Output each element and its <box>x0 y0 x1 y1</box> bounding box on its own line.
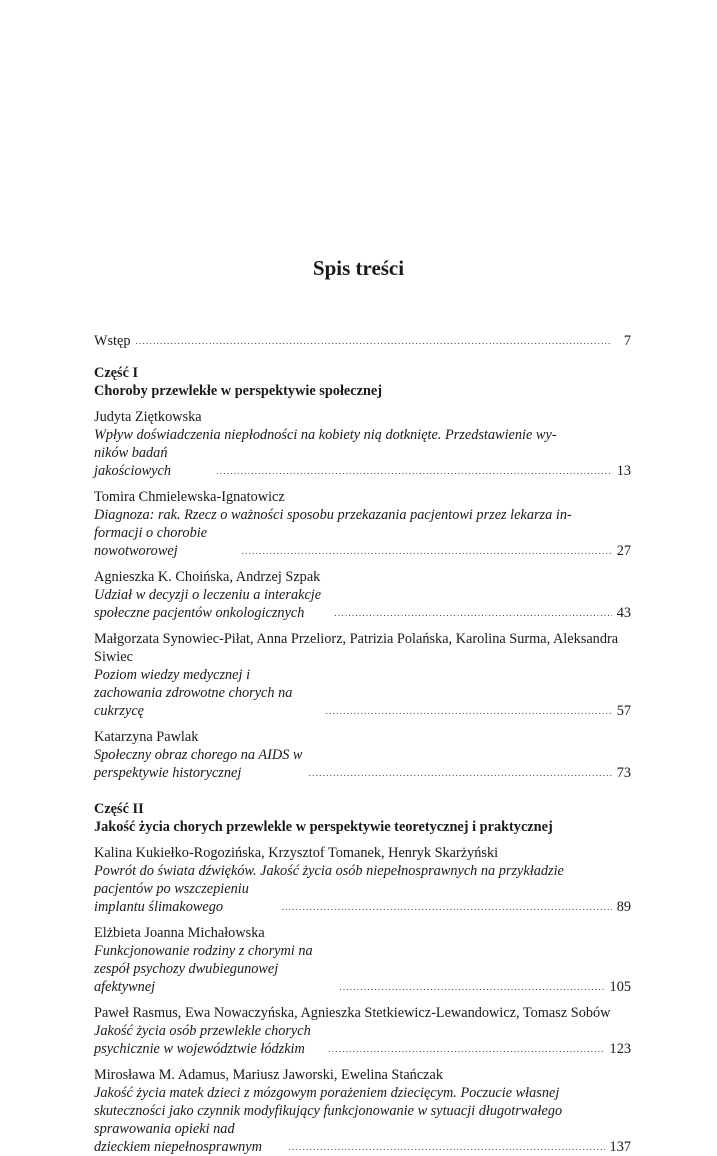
entry-title-text: pacjentów po wszczepieniu implantu ślimakowego <box>94 881 249 915</box>
dot-leader <box>309 764 612 782</box>
page-number: 89 <box>616 899 631 915</box>
page-number: 27 <box>616 543 631 559</box>
dot-leader <box>242 542 612 560</box>
page-title: Spis treści <box>312 256 405 280</box>
entry-title-line: skuteczności jako czynnik modyfikujący funkcjonowanie w sytuacji długotrwałego <box>94 1103 563 1119</box>
entry-authors: Katarzyna Pawlak <box>94 729 199 745</box>
entry-title-text: ników badań jakościowych <box>94 445 172 479</box>
toc-entry <box>94 1004 631 1058</box>
toc-entry-intro <box>94 332 631 350</box>
entry-authors: Judyta Ziętkowska <box>94 409 202 425</box>
toc-entry <box>94 568 631 622</box>
entry-title-last-line <box>94 666 631 720</box>
page-number: 137 <box>609 1139 631 1155</box>
entry-title-last-line <box>94 746 631 782</box>
entry-title-text: Jakość życia osób przewlekle chorych psychicznie w województwie łódzkim <box>94 1023 311 1057</box>
entry-title-text: Udział w decyzji o leczeniu a interakcje społeczne pacjentów onkologicznych <box>94 587 322 621</box>
entry-title-last-line <box>94 1120 631 1156</box>
toc-entry <box>94 1066 631 1156</box>
entry-title-line: Jakość życia matek dzieci z mózgowym porażeniem dziecięcym. Poczucie własnej <box>94 1085 560 1101</box>
entry-title-last-line <box>94 880 631 916</box>
page-number: 13 <box>616 463 631 479</box>
dot-leader <box>216 462 611 480</box>
page-number: 123 <box>609 1041 631 1057</box>
toc-part <box>94 800 631 1156</box>
toc-entry <box>94 630 631 720</box>
entry-title-text: Poziom wiedzy medycznej i zachowania zdrowotne chorych na cukrzycę <box>94 667 293 719</box>
page-number: 43 <box>616 605 631 621</box>
page-number: 73 <box>616 765 631 781</box>
entry-authors: Paweł Rasmus, Ewa Nowaczyńska, Agnieszka Stetkiewicz-Lewandowicz, Tomasz Sobów <box>94 1005 611 1021</box>
toc-entry <box>94 924 631 996</box>
part-label: Część I <box>94 365 139 381</box>
toc-entry <box>94 408 631 480</box>
entry-title-text: Społeczny obraz chorego na AIDS w perspektywie historycznej <box>94 747 303 781</box>
dot-leader <box>334 604 611 622</box>
dot-leader <box>339 978 604 996</box>
entry-authors: Mirosława M. Adamus, Mariusz Jaworski, Ewelina Stańczak <box>94 1067 444 1083</box>
page-number: 7 <box>623 333 631 349</box>
table-of-contents <box>94 332 631 1156</box>
dot-leader <box>326 702 612 720</box>
toc-part <box>94 364 631 782</box>
entry-authors: Agnieszka K. Choińska, Andrzej Szpak <box>94 569 321 585</box>
entry-authors: Tomira Chmielewska-Ignatowicz <box>94 489 285 505</box>
dot-leader <box>328 1040 604 1058</box>
page-number: 57 <box>616 703 631 719</box>
intro-title: Wstęp <box>94 333 131 349</box>
part-heading <box>94 800 631 836</box>
entry-title-line: Diagnoza: rak. Rzecz o ważności sposobu przekazania pacjentowi przez lekarza in- <box>94 507 572 523</box>
entry-authors: Małgorzata Synowiec-Piłat, Anna Przeliorz, Patrizia Polańska, Karolina Surma, Aleksandra Siwiec <box>94 631 619 665</box>
entry-title-last-line <box>94 524 631 560</box>
entry-title-last-line <box>94 1022 631 1058</box>
dot-leader <box>289 1138 605 1156</box>
entry-title-text: formacji o chorobie nowotworowej <box>94 525 208 559</box>
entry-authors: Elżbieta Joanna Michałowska <box>94 925 265 941</box>
toc-entry <box>94 728 631 782</box>
part-heading <box>94 364 631 400</box>
dot-leader <box>136 332 612 350</box>
entry-title-text: Funkcjonowanie rodziny z chorymi na zespół psychozy dwubiegunowej afektywnej <box>94 943 313 995</box>
entry-title-text: sprawowania opieki nad dzieckiem niepełnosprawnym <box>94 1121 262 1155</box>
part-title: Jakość życia chorych przewlekle w perspektywie teoretycznej i praktycznej <box>94 819 553 835</box>
entry-title-last-line <box>94 586 631 622</box>
entry-authors: Kalina Kukiełko-Rogozińska, Krzysztof Tomanek, Henryk Skarżyński <box>94 845 499 861</box>
page-number: 105 <box>609 979 631 995</box>
dot-leader <box>282 898 612 916</box>
part-label: Część II <box>94 801 144 817</box>
part-title: Choroby przewlekłe w perspektywie społecznej <box>94 383 383 399</box>
toc-entry <box>94 488 631 560</box>
entry-title-last-line <box>94 942 631 996</box>
entry-title-line: Wpływ doświadczenia niepłodności na kobiety nią dotknięte. Przedstawienie wy- <box>94 427 557 443</box>
toc-entry <box>94 844 631 916</box>
entry-title-line: Powrót do świata dźwięków. Jakość życia osób niepełnosprawnych na przykładzie <box>94 863 564 879</box>
entry-title-last-line <box>94 444 631 480</box>
